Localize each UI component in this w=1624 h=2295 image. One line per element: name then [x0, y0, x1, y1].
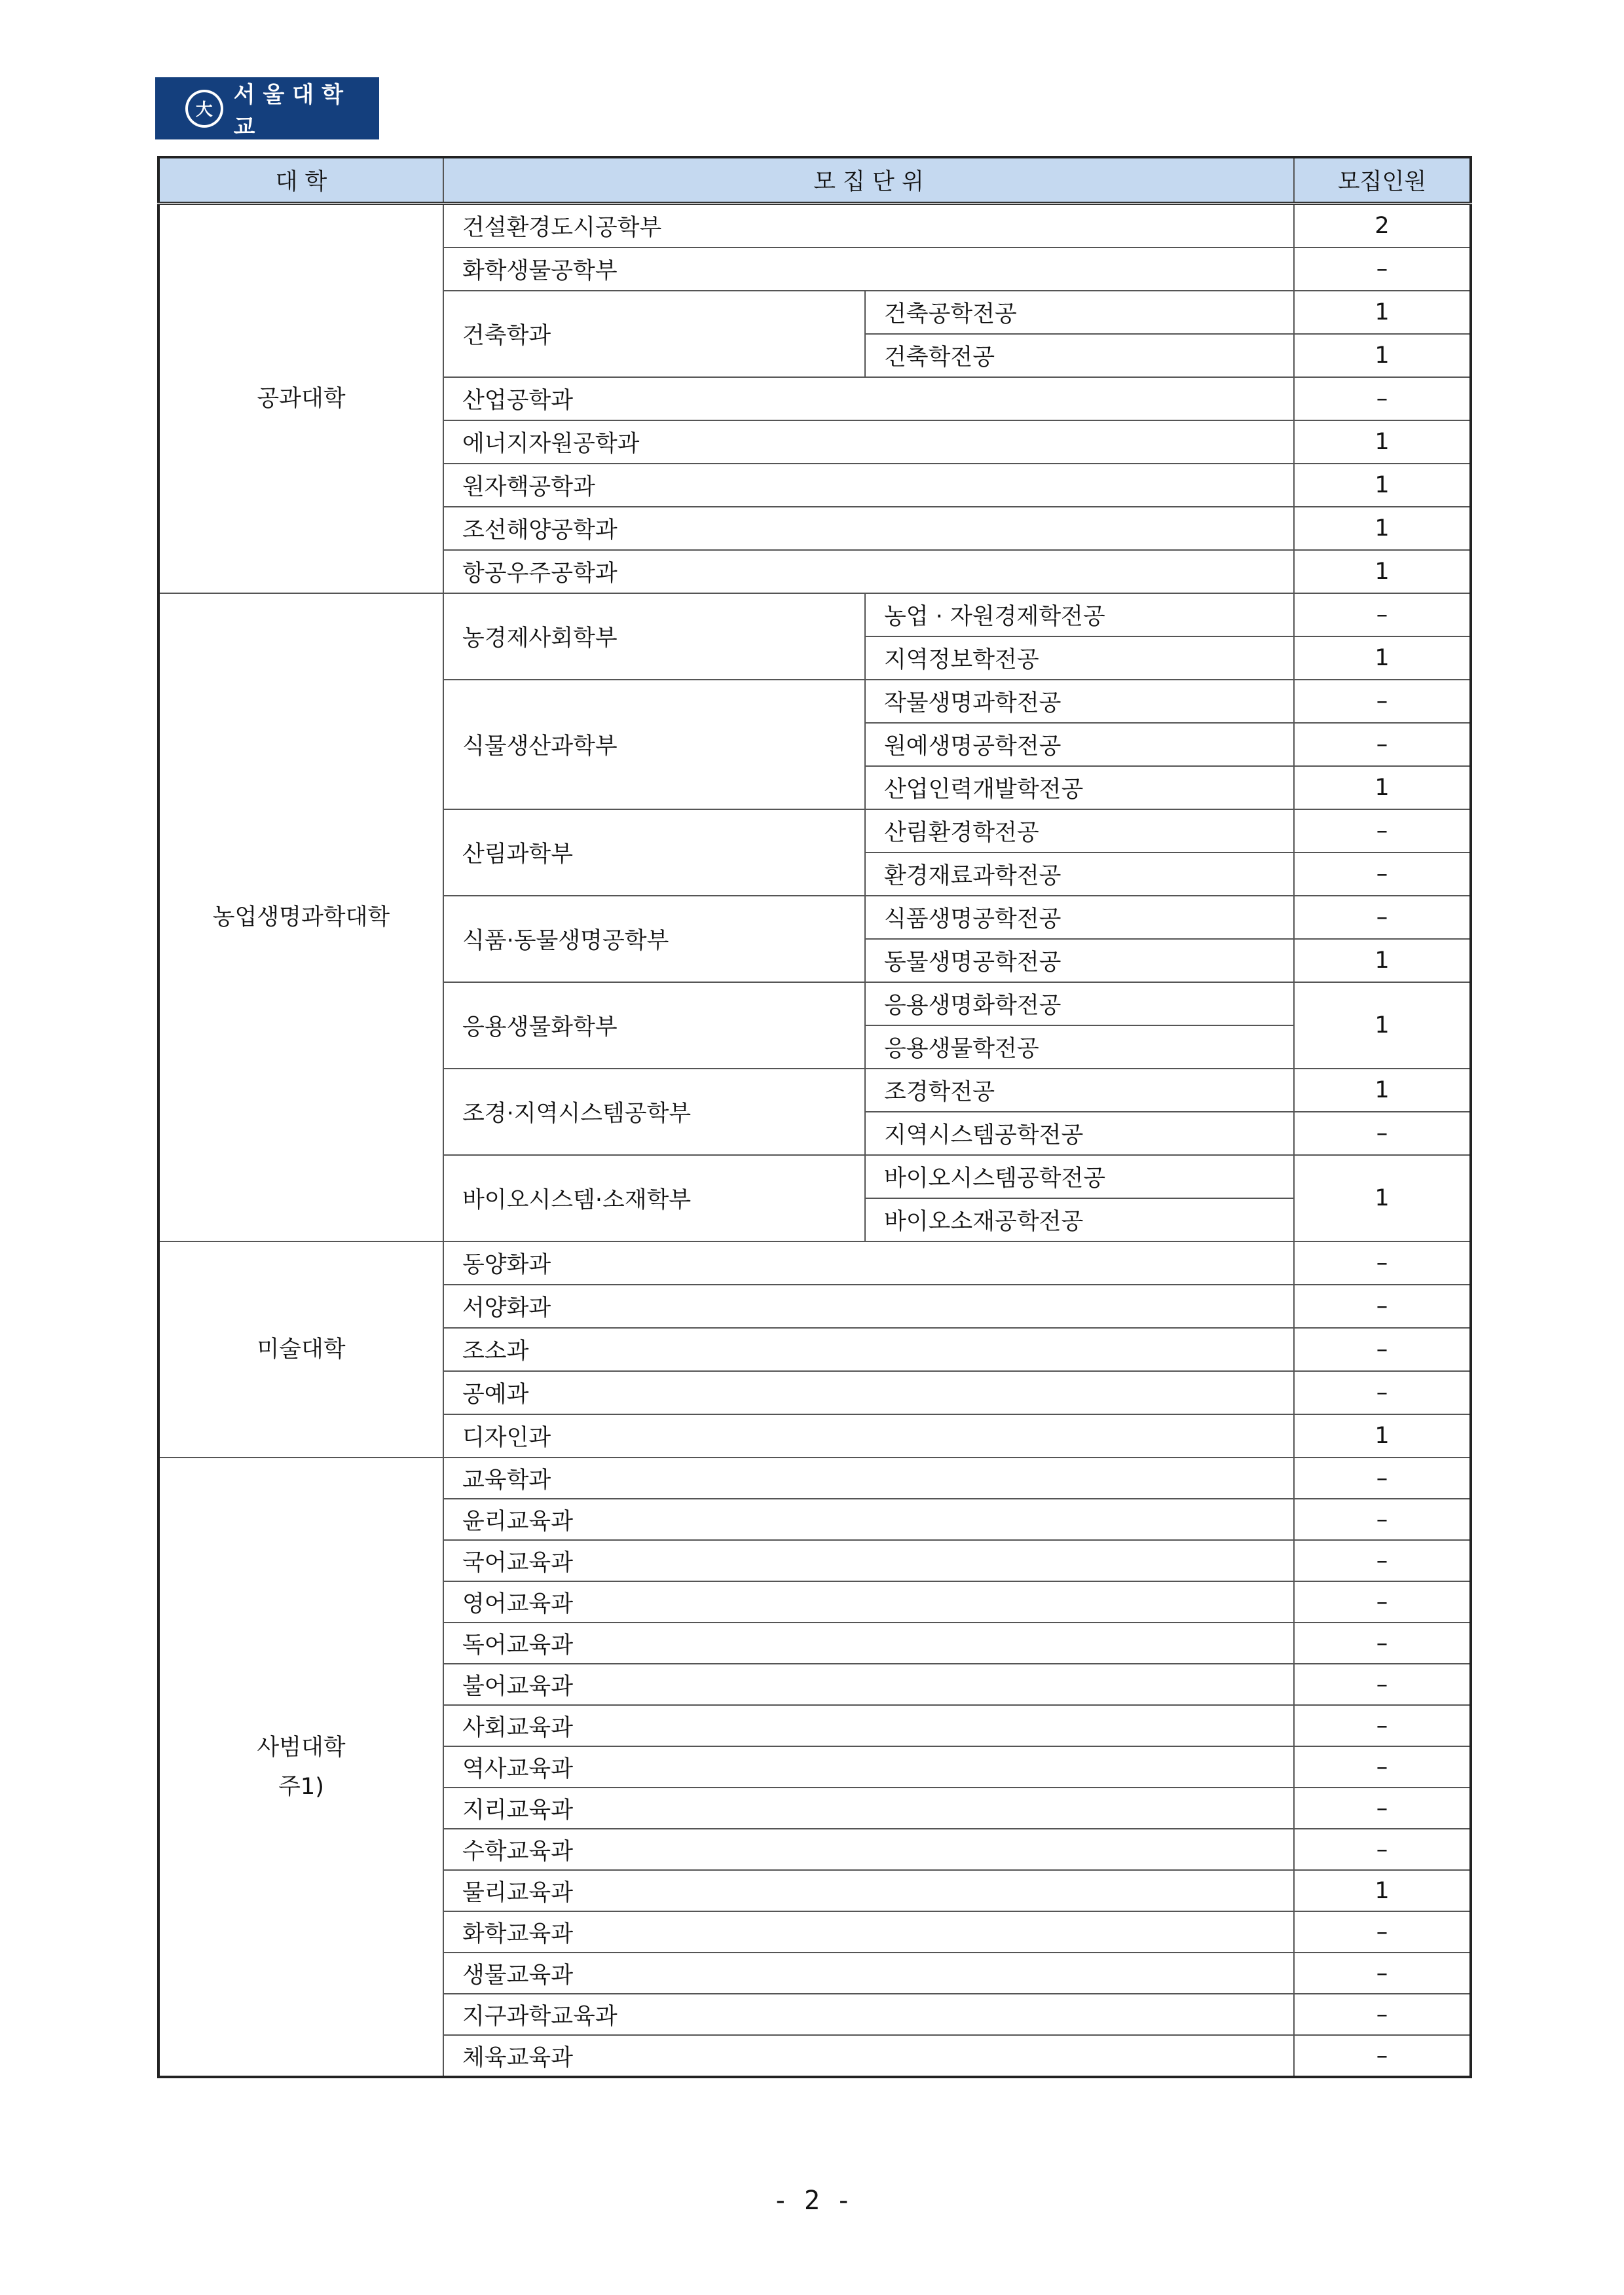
- unit-cell: 바이오시스템·소재학부: [443, 1155, 865, 1241]
- major-cell: 동물생명공학전공: [865, 939, 1294, 982]
- unit-cell: 서양화과: [443, 1285, 1294, 1328]
- major-cell: 산림환경학전공: [865, 809, 1294, 853]
- unit-cell: 공예과: [443, 1371, 1294, 1414]
- table-row: [158, 1241, 1471, 1285]
- unit-cell: 조선해양공학과: [443, 507, 1294, 550]
- count-cell: 1: [1294, 766, 1471, 809]
- major-cell: 바이오시스템공학전공: [865, 1155, 1294, 1198]
- count-cell: –: [1294, 377, 1471, 420]
- count-cell: 1: [1294, 636, 1471, 680]
- unit-cell: 산림과학부: [443, 809, 865, 896]
- count-cell: 1: [1294, 982, 1471, 1069]
- count-cell: 2: [1294, 204, 1471, 248]
- major-cell: 원예생명공학전공: [865, 723, 1294, 766]
- major-cell: 작물생명과학전공: [865, 680, 1294, 723]
- recruitment-table: [157, 156, 1472, 2078]
- unit-cell: 윤리교육과: [443, 1499, 1294, 1540]
- count-cell: –: [1294, 1458, 1471, 1499]
- major-cell: 응용생물학전공: [865, 1025, 1294, 1069]
- count-cell: –: [1294, 1994, 1471, 2035]
- table-header-row: [158, 157, 1471, 204]
- unit-cell: 항공우주공학과: [443, 550, 1294, 593]
- unit-cell: 지구과학교육과: [443, 1994, 1294, 2035]
- unit-cell: 원자핵공학과: [443, 464, 1294, 507]
- unit-cell: 동양화과: [443, 1241, 1294, 1285]
- major-cell: 바이오소재공학전공: [865, 1198, 1294, 1241]
- table-row: [158, 204, 1471, 248]
- table-row: [158, 1458, 1471, 1499]
- unit-cell: 식품·동물생명공학부: [443, 896, 865, 982]
- count-cell: 1: [1294, 291, 1471, 334]
- unit-cell: 지리교육과: [443, 1788, 1294, 1829]
- count-cell: 1: [1294, 420, 1471, 464]
- unit-cell: 조소과: [443, 1328, 1294, 1371]
- unit-cell: 응용생물화학부: [443, 982, 865, 1069]
- unit-cell: 디자인과: [443, 1414, 1294, 1458]
- count-cell: 1: [1294, 1155, 1471, 1241]
- count-cell: 1: [1294, 1414, 1471, 1458]
- count-cell: –: [1294, 1540, 1471, 1581]
- unit-cell: 불어교육과: [443, 1664, 1294, 1705]
- count-cell: 1: [1294, 1870, 1471, 1911]
- unit-cell: 건축학과: [443, 291, 865, 377]
- major-cell: 농업 · 자원경제학전공: [865, 593, 1294, 636]
- major-cell: 응용생명화학전공: [865, 982, 1294, 1025]
- major-cell: 조경학전공: [865, 1069, 1294, 1112]
- count-cell: –: [1294, 1664, 1471, 1705]
- unit-cell: 사회교육과: [443, 1705, 1294, 1746]
- count-cell: –: [1294, 1623, 1471, 1664]
- count-cell: –: [1294, 1746, 1471, 1788]
- major-cell: 산업인력개발학전공: [865, 766, 1294, 809]
- college-cell: 미술대학: [158, 1241, 443, 1458]
- count-cell: –: [1294, 248, 1471, 291]
- header-count: 모집인원: [1294, 157, 1471, 204]
- major-cell: 식품생명공학전공: [865, 896, 1294, 939]
- unit-cell: 영어교육과: [443, 1581, 1294, 1623]
- page-number: - 2 -: [772, 2186, 852, 2216]
- unit-cell: 생물교육과: [443, 1953, 1294, 1994]
- unit-cell: 농경제사회학부: [443, 593, 865, 680]
- count-cell: –: [1294, 1241, 1471, 1285]
- count-cell: –: [1294, 1499, 1471, 1540]
- count-cell: –: [1294, 1371, 1471, 1414]
- university-seal-icon: 大: [185, 90, 223, 128]
- college-cell: 공과대학: [158, 204, 443, 594]
- count-cell: –: [1294, 1581, 1471, 1623]
- table-row: [158, 593, 1471, 636]
- count-cell: –: [1294, 593, 1471, 636]
- unit-cell: 독어교육과: [443, 1623, 1294, 1664]
- count-cell: 1: [1294, 939, 1471, 982]
- count-cell: –: [1294, 896, 1471, 939]
- count-cell: –: [1294, 1788, 1471, 1829]
- unit-cell: 물리교육과: [443, 1870, 1294, 1911]
- count-cell: 1: [1294, 464, 1471, 507]
- header-college: 대 학: [158, 157, 443, 204]
- unit-cell: 수학교육과: [443, 1829, 1294, 1870]
- count-cell: 1: [1294, 1069, 1471, 1112]
- major-cell: 환경재료과학전공: [865, 853, 1294, 896]
- university-logo: [155, 77, 379, 139]
- major-cell: 지역정보학전공: [865, 636, 1294, 680]
- unit-cell: 화학교육과: [443, 1911, 1294, 1953]
- unit-cell: 조경·지역시스템공학부: [443, 1069, 865, 1155]
- unit-cell: 건설환경도시공학부: [443, 204, 1294, 248]
- count-cell: –: [1294, 1328, 1471, 1371]
- unit-cell: 교육학과: [443, 1458, 1294, 1499]
- unit-cell: 국어교육과: [443, 1540, 1294, 1581]
- count-cell: –: [1294, 1953, 1471, 1994]
- unit-cell: 에너지자원공학과: [443, 420, 1294, 464]
- major-cell: 건축학전공: [865, 334, 1294, 377]
- count-cell: –: [1294, 1911, 1471, 1953]
- college-cell: 사범대학 주1): [158, 1458, 443, 2077]
- unit-cell: 산업공학과: [443, 377, 1294, 420]
- count-cell: 1: [1294, 550, 1471, 593]
- count-cell: 1: [1294, 507, 1471, 550]
- count-cell: –: [1294, 1285, 1471, 1328]
- count-cell: –: [1294, 723, 1471, 766]
- count-cell: –: [1294, 1112, 1471, 1155]
- count-cell: –: [1294, 680, 1471, 723]
- major-cell: 건축공학전공: [865, 291, 1294, 334]
- unit-cell: 식물생산과학부: [443, 680, 865, 809]
- count-cell: –: [1294, 1705, 1471, 1746]
- university-name: 서울대학교: [233, 81, 351, 140]
- unit-cell: 화학생물공학부: [443, 248, 1294, 291]
- unit-cell: 체육교육과: [443, 2035, 1294, 2077]
- count-cell: –: [1294, 809, 1471, 853]
- count-cell: 1: [1294, 334, 1471, 377]
- count-cell: –: [1294, 1829, 1471, 1870]
- count-cell: –: [1294, 2035, 1471, 2077]
- college-cell: 농업생명과학대학: [158, 593, 443, 1241]
- header-unit: 모 집 단 위: [443, 157, 1294, 204]
- count-cell: –: [1294, 853, 1471, 896]
- major-cell: 지역시스템공학전공: [865, 1112, 1294, 1155]
- unit-cell: 역사교육과: [443, 1746, 1294, 1788]
